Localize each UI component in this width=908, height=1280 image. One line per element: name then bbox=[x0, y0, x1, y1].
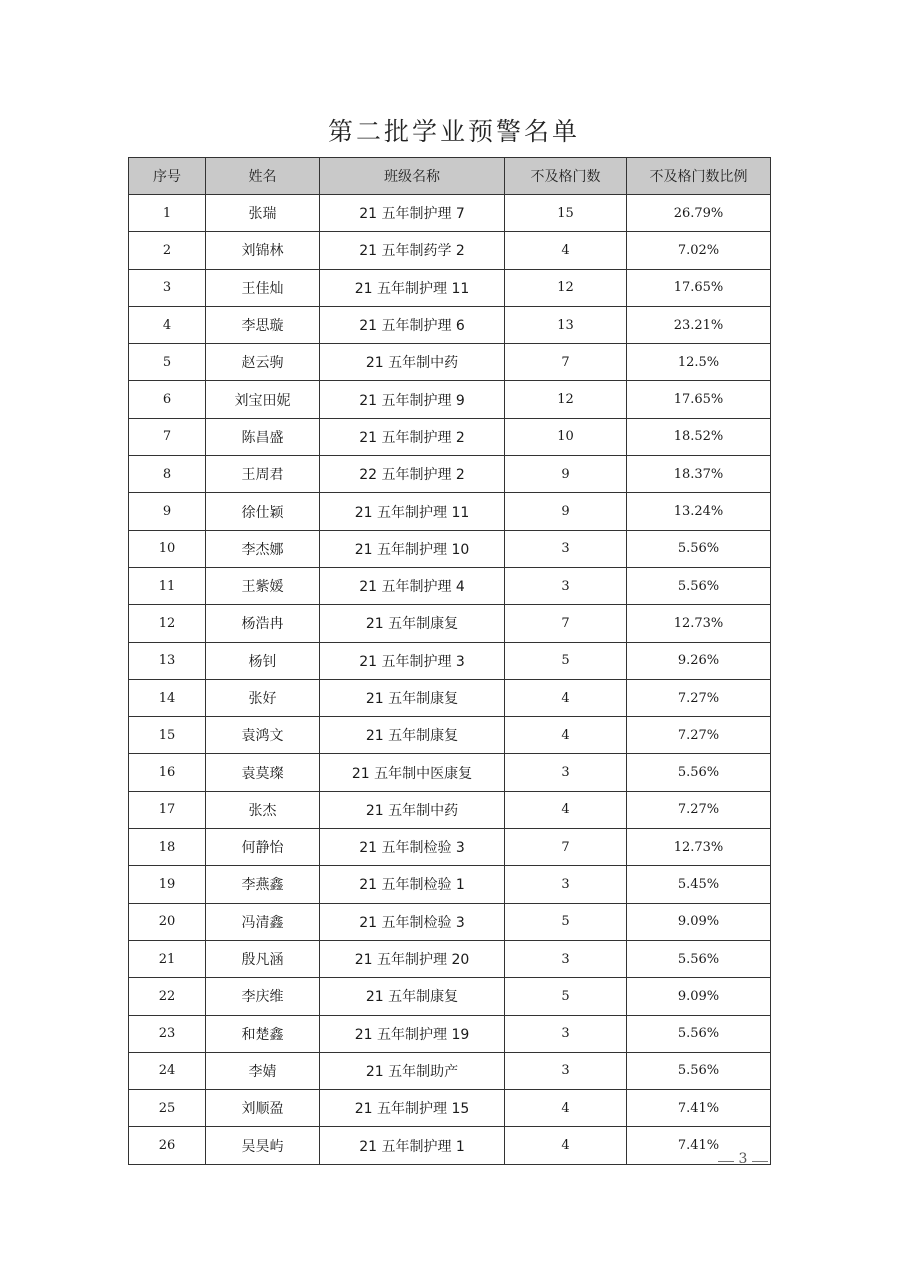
table-row bbox=[129, 1015, 771, 1052]
failed-count-cell: 9 bbox=[505, 456, 627, 493]
class-cell: 21 五年制康复 bbox=[320, 605, 505, 642]
name-cell: 陈昌盛 bbox=[206, 418, 320, 455]
table-row bbox=[129, 791, 771, 828]
name-cell: 张杰 bbox=[206, 791, 320, 828]
name-cell: 袁莫璨 bbox=[206, 754, 320, 791]
failed-count-cell: 3 bbox=[505, 754, 627, 791]
name-cell: 李思璇 bbox=[206, 306, 320, 343]
failed-ratio-cell: 5.56% bbox=[627, 530, 771, 567]
table-header-row bbox=[129, 158, 771, 195]
name-cell: 王周君 bbox=[206, 456, 320, 493]
table-row bbox=[129, 269, 771, 306]
table-row bbox=[129, 679, 771, 716]
name-cell: 赵云驹 bbox=[206, 344, 320, 381]
header-class: 班级名称 bbox=[320, 158, 505, 195]
name-cell: 和楚鑫 bbox=[206, 1015, 320, 1052]
class-cell: 21 五年制护理 1 bbox=[320, 1127, 505, 1164]
index-cell: 14 bbox=[129, 679, 206, 716]
failed-ratio-cell: 12.73% bbox=[627, 605, 771, 642]
index-cell: 10 bbox=[129, 530, 206, 567]
table-row bbox=[129, 642, 771, 679]
index-cell: 23 bbox=[129, 1015, 206, 1052]
table-row bbox=[129, 940, 771, 977]
name-cell: 杨钊 bbox=[206, 642, 320, 679]
index-cell: 12 bbox=[129, 605, 206, 642]
table-row bbox=[129, 903, 771, 940]
table-row bbox=[129, 978, 771, 1015]
name-cell: 杨浩冉 bbox=[206, 605, 320, 642]
failed-ratio-cell: 9.09% bbox=[627, 978, 771, 1015]
failed-count-cell: 12 bbox=[505, 381, 627, 418]
failed-count-cell: 7 bbox=[505, 829, 627, 866]
class-cell: 21 五年制护理 15 bbox=[320, 1090, 505, 1127]
table-row bbox=[129, 493, 771, 530]
table-row bbox=[129, 530, 771, 567]
table-row bbox=[129, 1127, 771, 1164]
failed-ratio-cell: 12.5% bbox=[627, 344, 771, 381]
index-cell: 3 bbox=[129, 269, 206, 306]
name-cell: 刘宝田妮 bbox=[206, 381, 320, 418]
name-cell: 李燕鑫 bbox=[206, 866, 320, 903]
class-cell: 21 五年制护理 3 bbox=[320, 642, 505, 679]
table-row bbox=[129, 866, 771, 903]
index-cell: 16 bbox=[129, 754, 206, 791]
table-row bbox=[129, 754, 771, 791]
class-cell: 21 五年制护理 11 bbox=[320, 493, 505, 530]
class-cell: 21 五年制中药 bbox=[320, 791, 505, 828]
failed-count-cell: 7 bbox=[505, 344, 627, 381]
index-cell: 17 bbox=[129, 791, 206, 828]
class-cell: 21 五年制检验 3 bbox=[320, 903, 505, 940]
class-cell: 21 五年制护理 2 bbox=[320, 418, 505, 455]
class-cell: 21 五年制检验 1 bbox=[320, 866, 505, 903]
failed-count-cell: 5 bbox=[505, 903, 627, 940]
table-row bbox=[129, 567, 771, 604]
index-cell: 9 bbox=[129, 493, 206, 530]
class-cell: 21 五年制药学 2 bbox=[320, 232, 505, 269]
class-cell: 21 五年制康复 bbox=[320, 679, 505, 716]
table-row bbox=[129, 418, 771, 455]
failed-ratio-cell: 5.45% bbox=[627, 866, 771, 903]
name-cell: 何静怡 bbox=[206, 829, 320, 866]
failed-count-cell: 10 bbox=[505, 418, 627, 455]
failed-ratio-cell: 7.27% bbox=[627, 679, 771, 716]
failed-ratio-cell: 7.02% bbox=[627, 232, 771, 269]
index-cell: 26 bbox=[129, 1127, 206, 1164]
class-cell: 21 五年制康复 bbox=[320, 717, 505, 754]
failed-count-cell: 3 bbox=[505, 866, 627, 903]
table-row bbox=[129, 232, 771, 269]
failed-ratio-cell: 26.79% bbox=[627, 195, 771, 232]
table-row bbox=[129, 195, 771, 232]
name-cell: 李杰娜 bbox=[206, 530, 320, 567]
class-cell: 21 五年制检验 3 bbox=[320, 829, 505, 866]
name-cell: 袁鸿文 bbox=[206, 717, 320, 754]
failed-ratio-cell: 12.73% bbox=[627, 829, 771, 866]
header-name: 姓名 bbox=[206, 158, 320, 195]
class-cell: 21 五年制助产 bbox=[320, 1052, 505, 1089]
name-cell: 刘锦林 bbox=[206, 232, 320, 269]
failed-count-cell: 3 bbox=[505, 940, 627, 977]
name-cell: 殷凡涵 bbox=[206, 940, 320, 977]
header-failed-count: 不及格门数 bbox=[505, 158, 627, 195]
table-row bbox=[129, 456, 771, 493]
table-row bbox=[129, 605, 771, 642]
table-row bbox=[129, 306, 771, 343]
failed-count-cell: 4 bbox=[505, 791, 627, 828]
failed-count-cell: 4 bbox=[505, 717, 627, 754]
failed-ratio-cell: 18.52% bbox=[627, 418, 771, 455]
failed-count-cell: 4 bbox=[505, 679, 627, 716]
failed-ratio-cell: 7.27% bbox=[627, 717, 771, 754]
failed-ratio-cell: 5.56% bbox=[627, 567, 771, 604]
table-row bbox=[129, 1090, 771, 1127]
failed-count-cell: 5 bbox=[505, 642, 627, 679]
failed-ratio-cell: 7.41% bbox=[627, 1127, 771, 1164]
failed-count-cell: 4 bbox=[505, 1090, 627, 1127]
index-cell: 19 bbox=[129, 866, 206, 903]
table-body bbox=[129, 195, 771, 1165]
index-cell: 7 bbox=[129, 418, 206, 455]
index-cell: 11 bbox=[129, 567, 206, 604]
index-cell: 8 bbox=[129, 456, 206, 493]
class-cell: 21 五年制护理 19 bbox=[320, 1015, 505, 1052]
warning-list-table bbox=[128, 157, 771, 1165]
index-cell: 24 bbox=[129, 1052, 206, 1089]
failed-count-cell: 7 bbox=[505, 605, 627, 642]
failed-ratio-cell: 23.21% bbox=[627, 306, 771, 343]
index-cell: 13 bbox=[129, 642, 206, 679]
index-cell: 20 bbox=[129, 903, 206, 940]
header-index: 序号 bbox=[129, 158, 206, 195]
table-row bbox=[129, 717, 771, 754]
index-cell: 18 bbox=[129, 829, 206, 866]
class-cell: 21 五年制护理 9 bbox=[320, 381, 505, 418]
class-cell: 21 五年制护理 11 bbox=[320, 269, 505, 306]
table-row bbox=[129, 344, 771, 381]
failed-count-cell: 3 bbox=[505, 567, 627, 604]
failed-count-cell: 5 bbox=[505, 978, 627, 1015]
table-row bbox=[129, 381, 771, 418]
class-cell: 21 五年制护理 6 bbox=[320, 306, 505, 343]
failed-count-cell: 3 bbox=[505, 530, 627, 567]
class-cell: 21 五年制护理 4 bbox=[320, 567, 505, 604]
failed-ratio-cell: 17.65% bbox=[627, 269, 771, 306]
name-cell: 张好 bbox=[206, 679, 320, 716]
failed-ratio-cell: 18.37% bbox=[627, 456, 771, 493]
class-cell: 21 五年制护理 7 bbox=[320, 195, 505, 232]
document-title: 第二批学业预警名单 bbox=[327, 117, 580, 146]
index-cell: 5 bbox=[129, 344, 206, 381]
failed-count-cell: 3 bbox=[505, 1015, 627, 1052]
failed-ratio-cell: 7.41% bbox=[627, 1090, 771, 1127]
name-cell: 李庆维 bbox=[206, 978, 320, 1015]
failed-ratio-cell: 5.56% bbox=[627, 754, 771, 791]
failed-count-cell: 3 bbox=[505, 1052, 627, 1089]
failed-count-cell: 4 bbox=[505, 1127, 627, 1164]
name-cell: 王佳灿 bbox=[206, 269, 320, 306]
failed-count-cell: 4 bbox=[505, 232, 627, 269]
name-cell: 王紫媛 bbox=[206, 567, 320, 604]
class-cell: 21 五年制护理 10 bbox=[320, 530, 505, 567]
failed-ratio-cell: 13.24% bbox=[627, 493, 771, 530]
failed-ratio-cell: 9.26% bbox=[627, 642, 771, 679]
class-cell: 21 五年制中药 bbox=[320, 344, 505, 381]
failed-count-cell: 15 bbox=[505, 195, 627, 232]
index-cell: 2 bbox=[129, 232, 206, 269]
failed-count-cell: 9 bbox=[505, 493, 627, 530]
failed-ratio-cell: 5.56% bbox=[627, 1052, 771, 1089]
class-cell: 22 五年制护理 2 bbox=[320, 456, 505, 493]
index-cell: 15 bbox=[129, 717, 206, 754]
table-row bbox=[129, 1052, 771, 1089]
failed-ratio-cell: 5.56% bbox=[627, 940, 771, 977]
index-cell: 4 bbox=[129, 306, 206, 343]
index-cell: 1 bbox=[129, 195, 206, 232]
failed-count-cell: 13 bbox=[505, 306, 627, 343]
class-cell: 21 五年制中医康复 bbox=[320, 754, 505, 791]
index-cell: 25 bbox=[129, 1090, 206, 1127]
name-cell: 李婧 bbox=[206, 1052, 320, 1089]
table-row bbox=[129, 829, 771, 866]
name-cell: 张瑞 bbox=[206, 195, 320, 232]
class-cell: 21 五年制护理 20 bbox=[320, 940, 505, 977]
failed-count-cell: 12 bbox=[505, 269, 627, 306]
name-cell: 徐仕颖 bbox=[206, 493, 320, 530]
name-cell: 刘顺盈 bbox=[206, 1090, 320, 1127]
header-failed-ratio: 不及格门数比例 bbox=[627, 158, 771, 195]
failed-ratio-cell: 7.27% bbox=[627, 791, 771, 828]
index-cell: 22 bbox=[129, 978, 206, 1015]
failed-ratio-cell: 9.09% bbox=[627, 903, 771, 940]
failed-ratio-cell: 5.56% bbox=[627, 1015, 771, 1052]
name-cell: 吴昊屿 bbox=[206, 1127, 320, 1164]
index-cell: 21 bbox=[129, 940, 206, 977]
class-cell: 21 五年制康复 bbox=[320, 978, 505, 1015]
page-number: 3 bbox=[716, 1151, 770, 1167]
name-cell: 冯清鑫 bbox=[206, 903, 320, 940]
index-cell: 6 bbox=[129, 381, 206, 418]
failed-ratio-cell: 17.65% bbox=[627, 381, 771, 418]
